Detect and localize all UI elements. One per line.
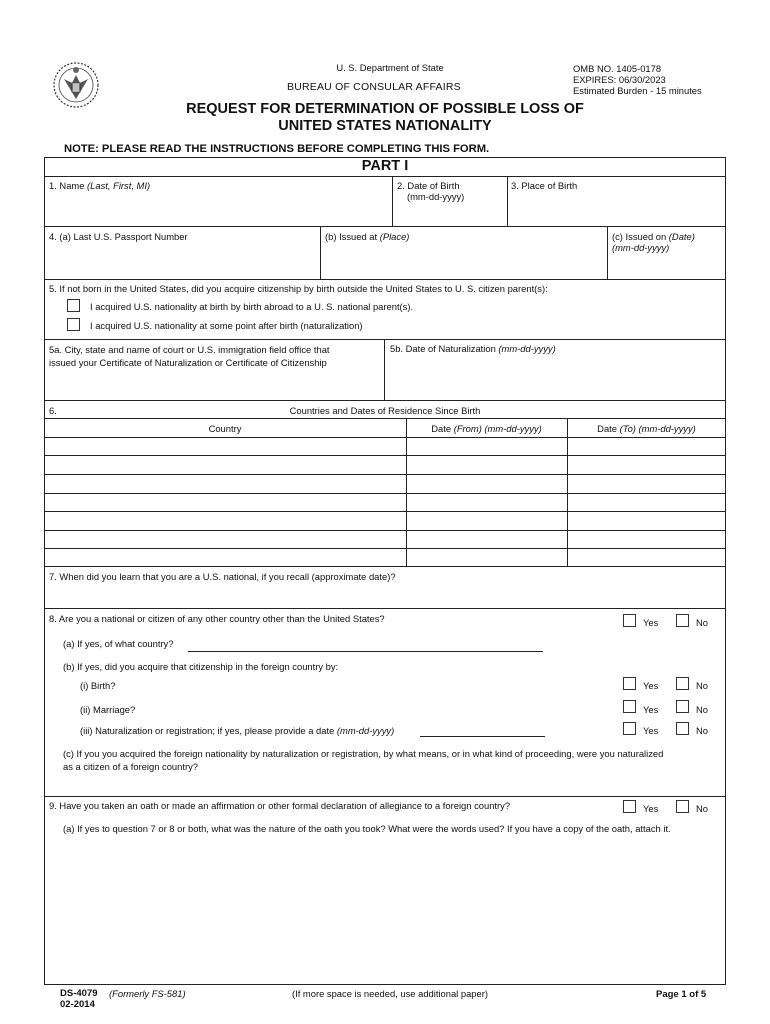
estimated-burden: Estimated Burden - 15 minutes (573, 85, 702, 96)
table-row[interactable] (44, 455, 726, 456)
citizenship-question-label: 5. If not born in the United States, did you acquire citizenship by birth outside the United States to U. S. citizen parent(s): (49, 283, 548, 294)
checkbox-oath-yes[interactable] (623, 800, 636, 813)
no-label: No (696, 704, 708, 715)
no-label: No (696, 680, 708, 691)
state-department-seal (52, 55, 100, 117)
department-name: U. S. Department of State (336, 62, 444, 73)
passport-number-label: 4. (a) Last U.S. Passport Number (49, 231, 188, 242)
checkbox-nationality-at-birth[interactable] (67, 299, 80, 312)
yes-label: Yes (643, 803, 659, 814)
place-of-birth-label: 3. Place of Birth (511, 180, 578, 191)
omb-number: OMB NO. 1405-0178 (573, 63, 662, 74)
passport-issued-on-label: (c) Issued on (Date) (mm-dd-yyyy) (612, 231, 695, 253)
form-number: DS-4079 (60, 988, 98, 999)
form-title-line1: REQUEST FOR DETERMINATION OF POSSIBLE LOSS OF (186, 101, 584, 117)
naturalization-office-label: 5a. City, state and name of court or U.S. immigration field office that issued your Certificate of Naturalization or Certificate of Citizenship (49, 344, 330, 368)
additional-paper-note: (If more space is needed, use additional paper) (292, 988, 488, 999)
page-number: Page 1 of 5 (656, 989, 707, 1000)
residence-table-title: Countries and Dates of Residence Since Birth (289, 405, 481, 416)
residence-question-number: 6. (49, 405, 57, 416)
acquired-citizenship-how-label: (b) If yes, did you acquire that citizenship in the foreign country by: (63, 661, 339, 672)
expiration-date: EXPIRES: 06/30/2023 (573, 74, 666, 85)
checkbox-marriage-yes[interactable] (623, 700, 636, 713)
table-row[interactable] (44, 474, 726, 475)
checkbox-naturalization-no[interactable] (676, 722, 689, 735)
checkbox-oath-no[interactable] (676, 800, 689, 813)
name-label: 1. Name (Last, First, MI) (49, 180, 151, 191)
dob-label: 2. Date of Birth (397, 180, 460, 191)
column-header-date-from: Date (From) (mm-dd-yyyy) (431, 423, 542, 434)
checkbox-other-nationality-no[interactable] (676, 614, 689, 627)
table-row[interactable] (44, 548, 726, 549)
learned-nationality-label: 7. When did you learn that you are a U.S. national, if you recall (approximate date)? (49, 571, 396, 582)
by-birth-label: (i) Birth? (80, 680, 116, 691)
yes-label: Yes (643, 680, 659, 691)
by-marriage-label: (ii) Marriage? (80, 704, 136, 715)
form-title-line2: UNITED STATES NATIONALITY (278, 118, 492, 134)
nationality-naturalization-label: I acquired U.S. nationality at some point after birth (naturalization) (90, 320, 363, 331)
no-label: No (696, 803, 708, 814)
instructions-note: NOTE: PLEASE READ THE INSTRUCTIONS BEFORE COMPLETING THIS FORM. (64, 143, 490, 155)
yes-label: Yes (643, 617, 659, 628)
column-header-country: Country (208, 423, 242, 434)
oath-nature-label: (a) If yes to question 7 or 8 or both, what was the nature of the oath you took? What were the words used? If you have a copy of the oath, attach it. (63, 823, 671, 834)
checkbox-naturalization-yes[interactable] (623, 722, 636, 735)
table-row[interactable] (44, 511, 726, 512)
table-row[interactable] (44, 437, 726, 438)
checkbox-nationality-naturalization[interactable] (67, 318, 80, 331)
checkbox-birth-no[interactable] (676, 677, 689, 690)
naturalization-date-input[interactable] (420, 736, 545, 737)
no-label: No (696, 617, 708, 628)
no-label: No (696, 725, 708, 736)
which-country-input[interactable] (188, 651, 543, 652)
by-naturalization-label: (iii) Naturalization or registration; if yes, please provide a date (mm-dd-yyyy) (80, 725, 395, 736)
form-date: 02-2014 (60, 999, 95, 1010)
which-country-label: (a) If yes, of what country? (63, 638, 174, 649)
yes-label: Yes (643, 725, 659, 736)
checkbox-marriage-no[interactable] (676, 700, 689, 713)
yes-label: Yes (643, 704, 659, 715)
other-nationality-label: 8. Are you a national or citizen of any other country other than the United States? (49, 613, 385, 624)
passport-issued-at-label: (b) Issued at (Place) (325, 231, 410, 242)
dob-format-hint: (mm-dd-yyyy) (407, 191, 465, 202)
naturalization-means-label: (c) If you you acquired the foreign nationality by naturalization or registration, by what means, or in what kind of proceeding, were you naturalized as a citizen of a foreign country? (63, 748, 664, 772)
checkbox-birth-yes[interactable] (623, 677, 636, 690)
table-row[interactable] (44, 530, 726, 531)
column-header-date-to: Date (To) (mm-dd-yyyy) (597, 423, 696, 434)
part-heading: PART I (361, 158, 409, 174)
oath-question-label: 9. Have you taken an oath or made an affirmation or other formal declaration of allegiance to a foreign country? (49, 800, 511, 811)
checkbox-other-nationality-yes[interactable] (623, 614, 636, 627)
table-row[interactable] (44, 493, 726, 494)
formerly-label: (Formerly FS-581) (109, 988, 186, 999)
nationality-at-birth-label: I acquired U.S. nationality at birth by birth abroad to a U. S. national parent(s). (90, 301, 414, 312)
bureau-name: BUREAU OF CONSULAR AFFAIRS (287, 81, 461, 93)
naturalization-date-label: 5b. Date of Naturalization (mm-dd-yyyy) (390, 343, 556, 354)
